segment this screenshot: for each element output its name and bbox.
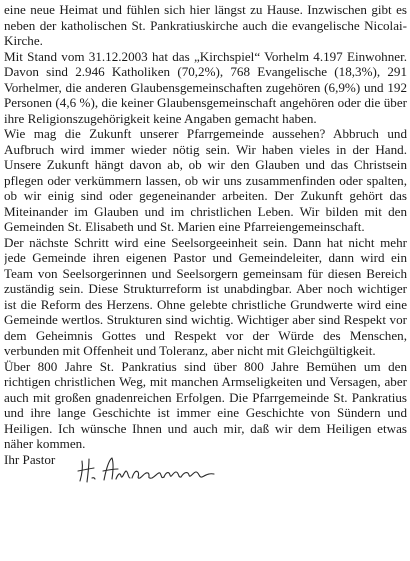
paragraph-future: Wie mag die Zukunft unserer Pfarrgemeinde aussehen? Abbruch und Aufbruch wird immer wieder nötig sein. Wir haben vieles in der Hand. Unsere Zukunft hängt davon ab, ob wir den Glauben und das Christsein pflegen oder verkümmern lassen, ob wir uns zusammenfinden oder spalten, ob wir einig sind oder gegeneinander arbeiten. Der Zukunft gehört das Miteinander im Glauben und im christlichen Leben. Wir bilden mit den Gemeinden St. Elisabeth und St. Marien eine Pfarreiengemeinschaft. xyxy=(4,126,407,234)
paragraph-statistics: Mit Stand vom 31.12.2003 hat das „Kirchspiel“ Vorhelm 4.197 Einwohner. Davon sind 2.946 Katholiken (70,2%), 768 Evangelische (18,3%), 291 Vorhelmer, die anderen Glaubensgemeinschaften zugehören (6,9%) und 192 Personen (4,6 %), die keiner Glaubensgemeinschaft angehören oder die über ihre Religionszugehörigkeit keine Angaben gemacht haben. xyxy=(4,48,407,126)
paragraph-pastoral-unit: Der nächste Schritt wird eine Seelsorgeeinheit sein. Dann hat nicht mehr jede Gemeinde ihren eigenen Pastor und Gemeindeleiter, dann wird ein Team von Seelsorgerinnen und Seelsorgern gemeinsam für diesen Bereich zuständig sein. Diese Strukturreform ist unabdingbar. Aber noch wichtiger ist die Reform des Herzens. Ohne gelebte christliche Grundwerte wird eine Gemeinde wertlos. Strukturen sind wichtig. Wichtiger aber sind Respekt vor dem Geheimnis Gottes und Respekt vor der Würde des Menschen, verbunden mit Offenheit und Toleranz, aber nicht mit Gleichgültigkeit. xyxy=(4,234,407,358)
signature-block xyxy=(4,452,407,488)
paragraph-800-years: Über 800 Jahre St. Pankratius sind über 800 Jahre Bemühen um den richtigen christlichen Weg, mit manchen Armseligkeiten und Versagen, aber auch mit großen gnadenreichen Erfolgen. Die Pfarrgemeinde St. Pankratius und ihre lange Geschichte ist immer eine Geschichte von Sündern und Heiligen. Ich wünsche Ihnen und auch mir, daß wir dem Heiligen etwas näher kommen. xyxy=(4,358,407,451)
paragraph-heimat: eine neue Heimat und fühlen sich hier längst zu Hause. Inzwischen gibt es neben der katholischen St. Pankratiuskirche auch die evangelische Nicolai-Kirche. xyxy=(4,2,407,48)
closing-line: Ihr Pastor xyxy=(4,451,56,467)
document-page xyxy=(4,2,407,559)
handwritten-signature xyxy=(76,454,236,486)
